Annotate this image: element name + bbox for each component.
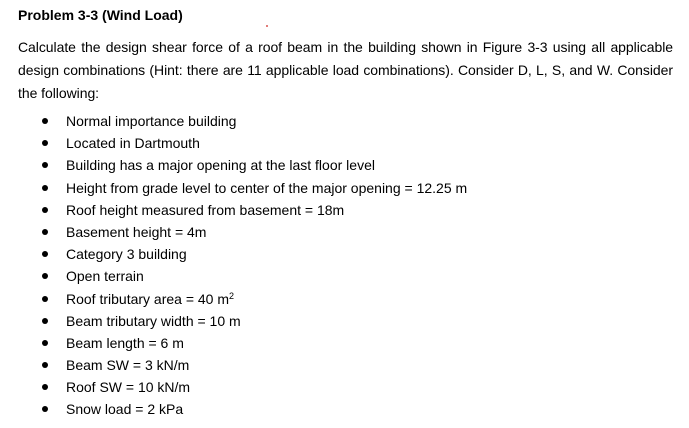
bullet-icon: [42, 140, 48, 146]
list-item-text: Snow load = 2 kPa: [66, 401, 184, 418]
list-item-text: Beam SW = 3 kN/m: [66, 357, 190, 374]
list-item-text: Basement height = 4m: [66, 223, 207, 240]
list-item: [0, 110, 689, 132]
bullet-icon: [42, 185, 48, 191]
list-item-text: Located in Dartmouth: [66, 135, 200, 152]
superscript-exponent: 2: [229, 290, 235, 301]
list-item-text: Roof height measured from basement = 18m: [66, 201, 345, 218]
bullet-icon: [42, 229, 48, 235]
list-item: [0, 221, 689, 243]
given-conditions-list: [0, 110, 689, 421]
list-item: [0, 199, 689, 221]
bullet-icon: [42, 207, 48, 213]
bullet-icon: [42, 384, 48, 390]
bullet-icon: [42, 162, 48, 168]
list-item-text: [66, 288, 234, 310]
list-item: [0, 376, 689, 398]
bullet-icon: [42, 296, 48, 302]
bullet-icon: [42, 406, 48, 412]
list-item: [0, 177, 689, 199]
list-item-text: Category 3 building: [66, 246, 187, 263]
list-item: [0, 265, 689, 287]
bullet-icon: [42, 362, 48, 368]
ink-mark: [266, 25, 268, 27]
list-item: [0, 288, 689, 310]
bullet-icon: [42, 340, 48, 346]
list-item: [0, 154, 689, 176]
list-item: [0, 398, 689, 420]
bullet-icon: [42, 273, 48, 279]
list-item-text: Roof SW = 10 kN/m: [66, 379, 191, 396]
list-item-text: Beam length = 6 m: [66, 334, 184, 351]
list-item: [0, 132, 689, 154]
list-item-text: Building has a major opening at the last floor level: [66, 157, 375, 174]
list-item: [0, 354, 689, 376]
bullet-icon: [42, 118, 48, 124]
list-item-text: Beam tributary width = 10 m: [66, 312, 241, 329]
list-item: [0, 332, 689, 354]
list-item-text: Height from grade level to center of the major opening = 12.25 m: [66, 179, 468, 196]
bullet-icon: [42, 251, 48, 257]
list-item-text: Normal importance building: [66, 113, 237, 129]
list-item-text: Open terrain: [66, 268, 144, 285]
problem-title: Problem 3-3 (Wind Load): [18, 7, 183, 23]
problem-statement: Calculate the design shear force of a roof beam in the building shown in Figure 3-3 using all applicable design combinations (Hint: there are 11 applicable load combinations). Consider D, L, S, and W. Consider the following:: [18, 39, 673, 101]
bullet-icon: [42, 318, 48, 324]
list-item: [0, 243, 689, 265]
area-text: Roof tributary area = 40 m: [66, 290, 230, 307]
list-item: [0, 310, 689, 332]
